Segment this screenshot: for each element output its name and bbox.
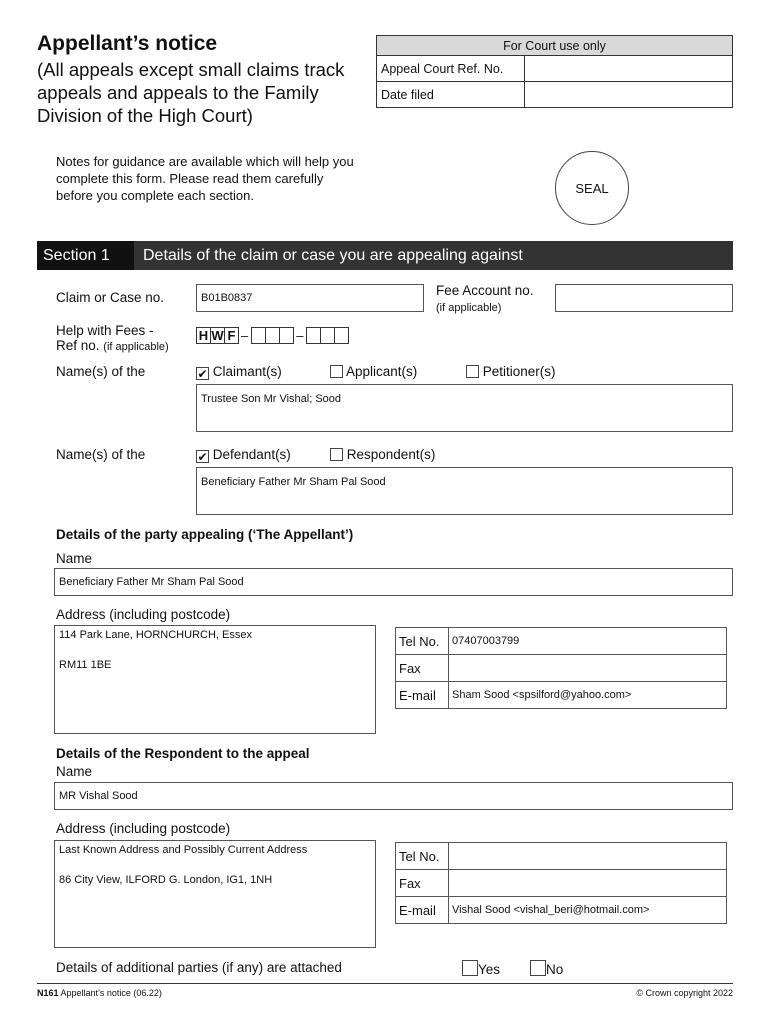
- applicant-label: Applicant(s): [346, 364, 418, 379]
- additional-yes-checkbox[interactable]: [462, 960, 478, 976]
- footer-rule: [37, 983, 733, 984]
- respondent-address-field[interactable]: [54, 840, 376, 948]
- email-label: E-mail: [396, 682, 449, 709]
- claimant-checkbox[interactable]: ✔: [197, 367, 208, 381]
- hwf-label-2: Ref no.: [56, 338, 100, 353]
- claimant-names-field[interactable]: Trustee Son Mr Vishal; Sood: [196, 384, 733, 432]
- appellant-contact-table: [395, 627, 727, 709]
- date-filed-field[interactable]: [525, 82, 733, 108]
- claimant-label: Claimant(s): [212, 364, 282, 379]
- defendant-checkbox[interactable]: ✔: [197, 450, 208, 464]
- hwf-digit[interactable]: [251, 327, 266, 344]
- appellant-heading: Details of the party appealing (‘The Appellant’): [56, 527, 354, 542]
- hwf-dash-icon: –: [296, 328, 304, 343]
- appellant-email-field[interactable]: Sham Sood <spsilford@yahoo.com>: [449, 682, 727, 709]
- claimant-option[interactable]: [196, 364, 282, 380]
- hwf-dash-icon: –: [241, 328, 249, 343]
- petitioner-checkbox[interactable]: [466, 365, 479, 378]
- hwf-digit[interactable]: [320, 327, 335, 344]
- names-claimant-label: Name(s) of the: [56, 364, 146, 379]
- section-1-header: [37, 241, 733, 270]
- petitioner-option[interactable]: [466, 364, 556, 379]
- hwf-digit[interactable]: [279, 327, 294, 344]
- hwf-digit[interactable]: [265, 327, 280, 344]
- appeal-ref-label: Appeal Court Ref. No.: [377, 56, 525, 82]
- section-title: Details of the claim or case you are appealing against: [143, 247, 523, 264]
- hwf-digit[interactable]: [334, 327, 349, 344]
- petitioner-label: Petitioner(s): [482, 364, 556, 379]
- hwf-ref-field[interactable]: [196, 327, 348, 344]
- respondent-checkbox[interactable]: [330, 448, 343, 461]
- respondent-fax-field[interactable]: [449, 870, 727, 897]
- respondent-contact-table: [395, 842, 727, 924]
- hwf-note: (if applicable): [103, 341, 169, 353]
- additional-parties-label: Details of additional parties (if any) are attached: [56, 960, 342, 975]
- respondent-option[interactable]: [330, 447, 435, 462]
- respondent-label: Respondent(s): [346, 447, 436, 462]
- respondent-tel-field[interactable]: [449, 843, 727, 870]
- footer-form-name: Appellant’s notice (06.22): [60, 988, 162, 998]
- respondent-address-line: 86 City View, ILFORD G. London, IG1, 1NH: [59, 874, 273, 886]
- respondent-heading: Details of the Respondent to the appeal: [56, 746, 310, 761]
- additional-yes-option[interactable]: [462, 960, 500, 977]
- defendant-names-field[interactable]: Beneficiary Father Mr Sham Pal Sood: [196, 467, 733, 515]
- appellant-address-label: Address (including postcode): [56, 607, 231, 622]
- date-filed-label: Date filed: [377, 82, 525, 108]
- fax-label: Fax: [396, 655, 449, 682]
- tel-label: Tel No.: [396, 628, 449, 655]
- court-use-table: [376, 35, 733, 108]
- footer-form-id: [37, 988, 162, 998]
- respondent-address-label: Address (including postcode): [56, 821, 231, 836]
- court-use-heading: For Court use only: [377, 36, 733, 56]
- appellant-name-label: Name: [56, 551, 93, 566]
- fee-account-field[interactable]: [555, 284, 733, 312]
- appellant-name-field[interactable]: Beneficiary Father Mr Sham Pal Sood: [54, 568, 733, 596]
- seal-label: SEAL: [575, 180, 609, 196]
- additional-no-option[interactable]: [530, 960, 563, 977]
- appellant-address-line: 114 Park Lane, HORNCHURCH, Essex: [59, 629, 252, 641]
- guidance-notes: Notes for guidance are available which will help you complete this form. Please read them carefully before you complete each section.: [56, 154, 354, 203]
- applicant-checkbox[interactable]: [330, 365, 343, 378]
- applicant-option[interactable]: [330, 364, 417, 379]
- fee-account-note: (if applicable): [436, 302, 502, 314]
- respondent-name-label: Name: [56, 764, 93, 779]
- hwf-digit[interactable]: [306, 327, 321, 344]
- defendant-label: Defendant(s): [212, 447, 291, 462]
- footer-copyright: © Crown copyright 2022: [636, 988, 733, 998]
- tel-label: Tel No.: [396, 843, 449, 870]
- fee-account-label: Fee Account no.: [436, 283, 534, 298]
- appeal-ref-field[interactable]: [525, 56, 733, 82]
- additional-no-checkbox[interactable]: [530, 960, 546, 976]
- footer-code: N161: [37, 988, 59, 998]
- defendant-option[interactable]: [196, 447, 291, 463]
- respondent-email-field[interactable]: Vishal Sood <vishal_beri@hotmail.com>: [449, 897, 727, 924]
- hwf-char-h: H: [196, 327, 211, 344]
- hwf-char-w: W: [211, 328, 224, 343]
- appellant-tel-field[interactable]: 07407003799: [449, 628, 727, 655]
- section-number: Section 1: [37, 241, 134, 270]
- no-label: No: [546, 962, 564, 977]
- hwf-char-f: F: [224, 327, 239, 344]
- yes-label: Yes: [478, 962, 501, 977]
- appellant-address-field[interactable]: [54, 625, 376, 734]
- appellant-fax-field[interactable]: [449, 655, 727, 682]
- respondent-address-line: Last Known Address and Possibly Current Address: [59, 844, 308, 856]
- names-defendant-label: Name(s) of the: [56, 447, 146, 462]
- respondent-name-field[interactable]: MR Vishal Sood: [54, 782, 733, 810]
- form-title: Appellant’s notice: [37, 32, 218, 55]
- form-subtitle: (All appeals except small claims track appeals and appeals to the Family Division of the High Court): [37, 59, 345, 126]
- claim-no-field[interactable]: B01B0837: [196, 284, 424, 312]
- appellant-address-line: RM11 1BE: [59, 659, 112, 671]
- claim-no-label: Claim or Case no.: [56, 290, 165, 305]
- email-label: E-mail: [396, 897, 449, 924]
- fax-label: Fax: [396, 870, 449, 897]
- seal-stamp: [555, 151, 629, 225]
- hwf-label: Help with Fees -: [56, 323, 154, 338]
